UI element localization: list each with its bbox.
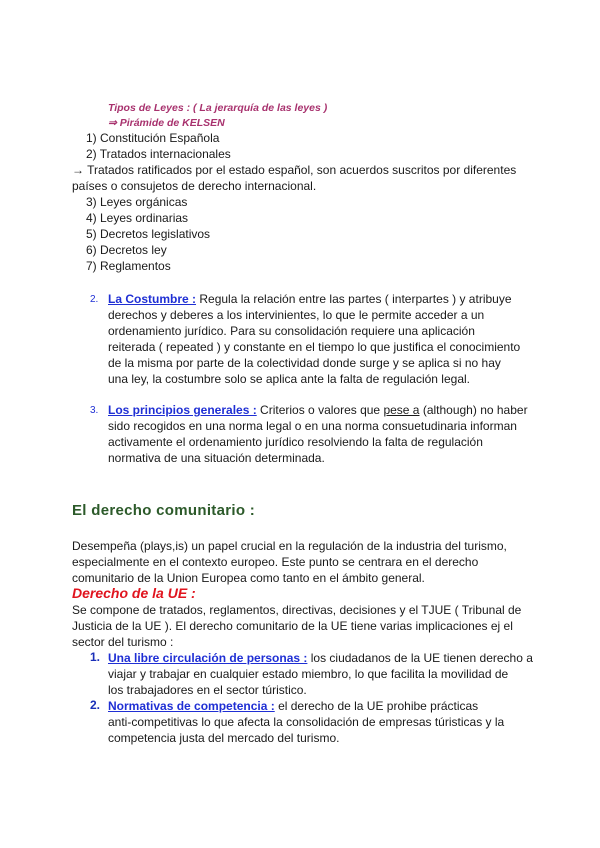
ue-item1-label: Una libre circulación de personas :: [108, 651, 308, 665]
ue-item2-line: anti-competitivas lo que afecta la consolidación de empresas túristicas y la: [108, 715, 505, 729]
principios-text: Criterios o valores que: [256, 403, 384, 417]
law-item: 5) Decretos legislativos: [86, 227, 211, 241]
principios-line: normativa de una situación determinada.: [108, 451, 325, 465]
ue-item2-number: 2.: [90, 698, 101, 712]
ue-line: Justicia de la UE ). El derecho comunitario de la UE tiene varias implicaciones ej el: [72, 619, 513, 633]
comunitario-heading: El derecho comunitario :: [72, 502, 256, 519]
costumbre-first-line: [108, 291, 512, 307]
ue-item2-line: competencia justa del mercado del turismo.: [108, 731, 340, 745]
costumbre-line: de la misma por parte de la colectividad donde surge y se aplica si no hay: [108, 356, 501, 370]
principios-number: 3.: [90, 405, 99, 416]
tratados-note-line: países o consujetos de derecho internacional.: [72, 179, 317, 193]
ue-item1-line: viajar y trabajar en cualquier estado miembro, lo que facilita la movilidad de: [108, 667, 509, 681]
costumbre-number: 2.: [90, 294, 99, 305]
ue-item1-text: los ciudadanos de la UE tienen derecho a: [307, 651, 533, 665]
ue-item1-first-line: [108, 650, 533, 666]
ue-item1-number: 1.: [90, 650, 101, 664]
ue-item2-first-line: [108, 698, 478, 714]
tipos-subtitle: ⇒ Pirámide de KELSEN: [108, 117, 225, 129]
costumbre-line: ordenamiento jurídico. Para su consolidación requiere una aplicación: [108, 324, 475, 338]
principios-line: sido recogidos en una norma legal o en una norma consuetudinaria informan: [108, 419, 517, 433]
principios-text-end: (although) no haber: [419, 403, 528, 417]
comunitario-line: especialmente en el contexto europeo. Este punto se centrara en el derecho: [72, 555, 479, 569]
costumbre-text: Regula la relación entre las partes ( interpartes ) y atribuye: [196, 292, 512, 306]
law-item: 4) Leyes ordinarias: [86, 211, 189, 225]
ue-item1-line: los trabajadores en el sector túristico.: [108, 683, 307, 697]
law-item: 1) Constitución Española: [86, 131, 220, 145]
ue-item2-label: Normativas de competencia :: [108, 699, 275, 713]
costumbre-line: reiterada ( repeated ) y constante en el tiempo lo que justifica el conocimiento: [108, 340, 521, 354]
principios-line: activamente el ordenamiento jurídico resolviendo la falta de regulación: [108, 435, 483, 449]
principios-first-line: [108, 402, 528, 418]
principios-label: Los principios generales :: [108, 403, 257, 417]
ue-line: Se compone de tratados, reglamentos, directivas, decisiones y el TJUE ( Tribunal de: [72, 603, 522, 617]
law-item: 2) Tratados internacionales: [86, 147, 231, 161]
comunitario-line: Desempeña (plays,is) un papel crucial en la regulación de la industria del turismo,: [72, 539, 507, 553]
law-item: 6) Decretos ley: [86, 243, 167, 257]
law-item: 3) Leyes orgánicas: [86, 195, 188, 209]
comunitario-line: comunitario de la Union Europea como tanto en el ámbito general.: [72, 571, 425, 585]
costumbre-label: La Costumbre :: [108, 292, 197, 306]
ue-item2-text: el derecho de la UE prohibe prácticas: [274, 699, 479, 713]
tratados-note-line: → Tratados ratificados por el estado español, son acuerdos suscritos por diferentes: [72, 163, 517, 177]
costumbre-line: derechos y deberes a los intervinientes, lo que le permite acceder a un: [108, 308, 485, 322]
tipos-title: Tipos de Leyes : ( La jerarquía de las leyes ): [108, 102, 328, 114]
ue-line: sector del turismo :: [72, 635, 174, 649]
costumbre-line: una ley, la costumbre solo se aplica ante la falta de regulación legal.: [108, 372, 470, 386]
ue-heading: Derecho de la UE :: [72, 585, 196, 601]
pese-a-underlined: pese a: [383, 403, 420, 417]
law-item: 7) Reglamentos: [86, 259, 171, 273]
